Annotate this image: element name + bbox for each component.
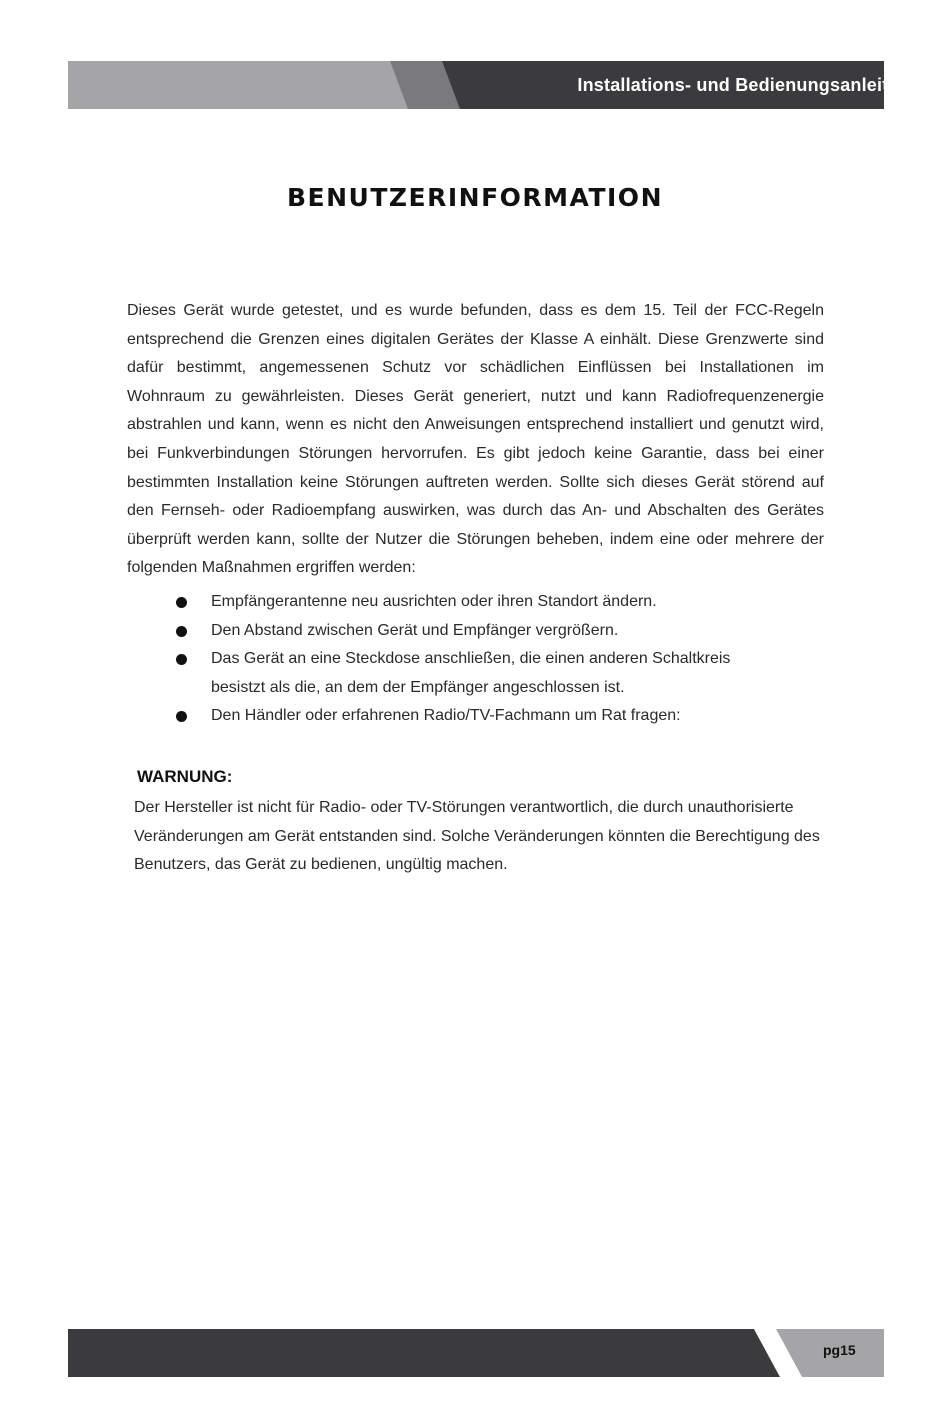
warning-text: Der Hersteller ist nicht für Radio- oder TV-Störungen verantwortlich, die durch unauthorisierte Veränderungen am Gerät entstanden sind. Solche Veränderungen könnten die Berechtigung des Benutzers, das Gerät zu bedienen, ungültig machen. xyxy=(134,799,820,874)
list-item-text: Das Gerät an eine Steckdose anschließen, die einen anderen Schaltkreis besistzt als die, an dem der Empfänger angeschlossen ist. xyxy=(211,650,731,696)
list-item xyxy=(0,645,771,702)
bullet-dot-icon xyxy=(176,654,187,665)
warning-heading: WARNUNG: xyxy=(137,767,233,786)
bullet-dot-icon xyxy=(176,711,187,722)
measures-list xyxy=(0,588,950,731)
bullet-dot-icon xyxy=(176,626,187,637)
list-item-text: Den Händler oder erfahrenen Radio/TV-Fachmann um Rat fragen: xyxy=(211,707,681,725)
bullet-dot-icon xyxy=(176,597,187,608)
list-item xyxy=(0,702,771,731)
list-item xyxy=(0,617,771,646)
document-title: BENUTZERINFORMATION xyxy=(287,183,663,212)
page-number: pg15 xyxy=(823,1342,856,1358)
list-item-text: Empfängerantenne neu ausrichten oder ihren Standort ändern. xyxy=(211,593,657,610)
intro-paragraph: Dieses Gerät wurde getestet, und es wurde befunden, dass es dem 15. Teil der FCC-Regeln entsprechend die Grenzen eines digitalen Gerätes der Klasse A einhält. Diese Grenzwerte sind dafür bestimmt, angemessenen Schutz vor schädlichen Einflüssen bei Installationen im Wohnraum zu gewährleisten. Dieses Gerät generiert, nutzt und kann Radiofrequenzenergie abstrahlen und kann, wenn es nicht den Anweisungen entsprechend installiert und genutzt wird, bei Funkverbindungen Störungen hervorrufen. Es gibt jedoch keine Garantie, dass bei einer bestimmten Installation keine Störungen auftreten werden. Sollte sich dieses Gerät störend auf den Fernseh- oder Radioempfang auswirken, was durch das An- und Abschalten des Gerätes überprüft werden kann, sollte der Nutzer die Störungen beheben, indem eine oder mehrere der folgenden Maßnahmen ergriffen werden: xyxy=(127,302,824,577)
list-item-text: Den Abstand zwischen Gerät und Empfänger vergrößern. xyxy=(211,621,619,639)
list-item xyxy=(0,588,771,617)
header-title: Installations- und Bedienungsanleitung xyxy=(577,75,922,95)
footer-dark-band xyxy=(68,1329,780,1377)
footer-bar xyxy=(68,1329,884,1377)
